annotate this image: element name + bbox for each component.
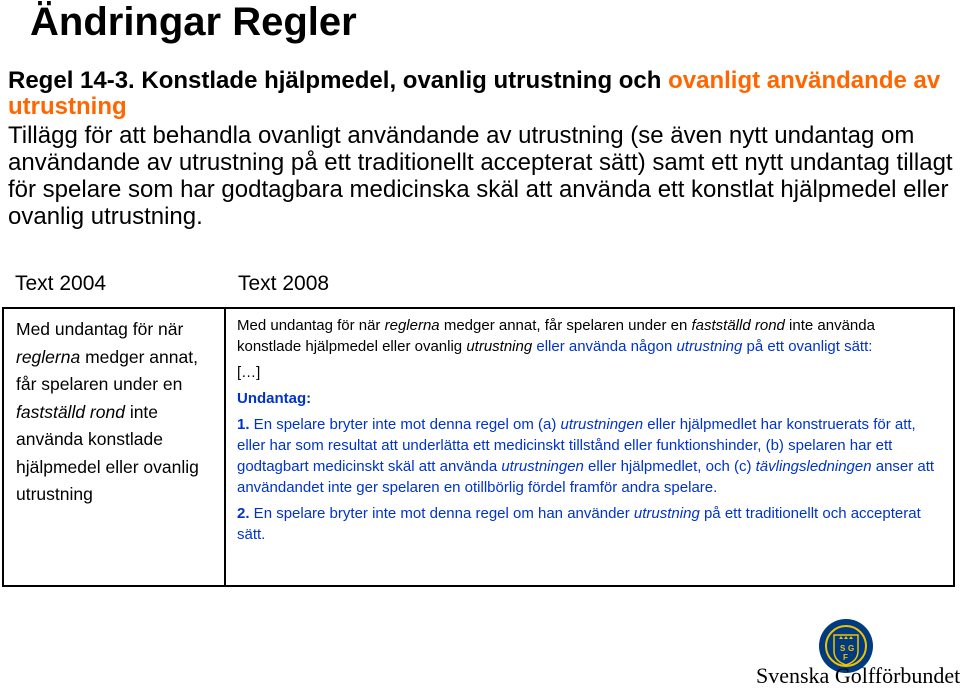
text-2004-body: [16, 316, 221, 509]
cell-text-2004: [2, 307, 226, 587]
text-2008-paragraph: [237, 315, 943, 357]
added-text: anser att användandet inte ger spelaren en otillbörlig fördel framför andra spelare.: [237, 458, 935, 496]
exception-number: 1.: [237, 416, 250, 433]
page-title: Ändringar Regler: [30, 0, 357, 44]
term-faststalld-rond: fastställd rond: [691, 317, 785, 334]
rule-heading-highlight: ovanligt användande av utrustning: [8, 67, 941, 120]
added-text: En spelare bryter inte mot denna regel om (a): [249, 416, 561, 433]
crest-letter-f: F: [843, 653, 848, 662]
text-2008-part: Med undantag för när: [237, 317, 385, 334]
rule-heading-main: Regel 14-3. Konstlade hjälpmedel, ovanlig utrustning och: [8, 67, 669, 94]
term-reglerna: reglerna: [16, 346, 81, 367]
added-text: på ett ovanligt sätt:: [742, 338, 873, 355]
text-2004-part: inte använda konstlade hjälpmedel eller ovanlig utrustning: [16, 401, 199, 504]
term-reglerna: reglerna: [384, 317, 440, 334]
text-2008-body: [237, 315, 943, 545]
term-utrustning: utrustning: [633, 505, 700, 522]
crest-letter-g: G: [848, 644, 855, 653]
rule-heading: [8, 68, 953, 120]
intro-text: Tillägg för att behandla ovanligt användande av utrustning (se även nytt undantag om användande av utrustning på ett traditionellt accepterat sätt) samt ett nytt undantag tillagt för spelare som har godtagbara medicinska skäl att använda ett konstlat hjälpmedel eller ovanlig utrustning.: [8, 122, 953, 230]
text-2008-part: medger annat, får spelaren under en: [439, 317, 692, 334]
term-utrustningen: utrustningen: [501, 458, 584, 475]
crown-icon: [839, 636, 853, 639]
header-text-2008: Text 2008: [238, 272, 330, 295]
ellipsis: […]: [237, 364, 261, 381]
header-text-2004: Text 2004: [15, 272, 107, 295]
term-utrustningen: utrustningen: [560, 416, 644, 433]
comparison-table: [1, 262, 955, 587]
added-text: eller använda någon: [532, 338, 677, 355]
added-text: på ett traditionellt och accepterat sätt.: [237, 505, 921, 543]
term-utrustning: utrustning: [466, 338, 533, 355]
added-text: eller hjälpmedlet, och (c): [583, 458, 756, 475]
undantag-label: Undantag:: [237, 390, 312, 407]
crest-letter-s: S: [840, 644, 846, 653]
added-text: En spelare bryter inte mot denna regel om han använder: [249, 505, 634, 522]
text-2004-part: Med undantag för när: [16, 319, 184, 339]
added-text: eller hjälpmedlet har konstruerats för att, eller har som resultat att underlätta ett medicinskt tillstånd eller funktionshinder, (b) spelaren har ett godtagbart medicinskt skäl att använda: [237, 416, 916, 475]
cell-text-2008: [225, 307, 955, 587]
exception-number: 2.: [237, 505, 250, 522]
text-2004-part: medger annat, får spelaren under en: [16, 346, 198, 394]
exception-item-2: [237, 503, 943, 545]
text-2008-part: inte använda konstlade hjälpmedel eller ovanlig: [237, 317, 875, 355]
exception-item-1: [237, 414, 943, 498]
term-tavlingsledningen: tävlingsledningen: [755, 458, 872, 475]
term-utrustning: utrustning: [676, 338, 743, 355]
logo-text: Svenska Golfförbundet: [756, 663, 960, 688]
term-faststalld-rond: fastställd rond: [16, 401, 125, 422]
